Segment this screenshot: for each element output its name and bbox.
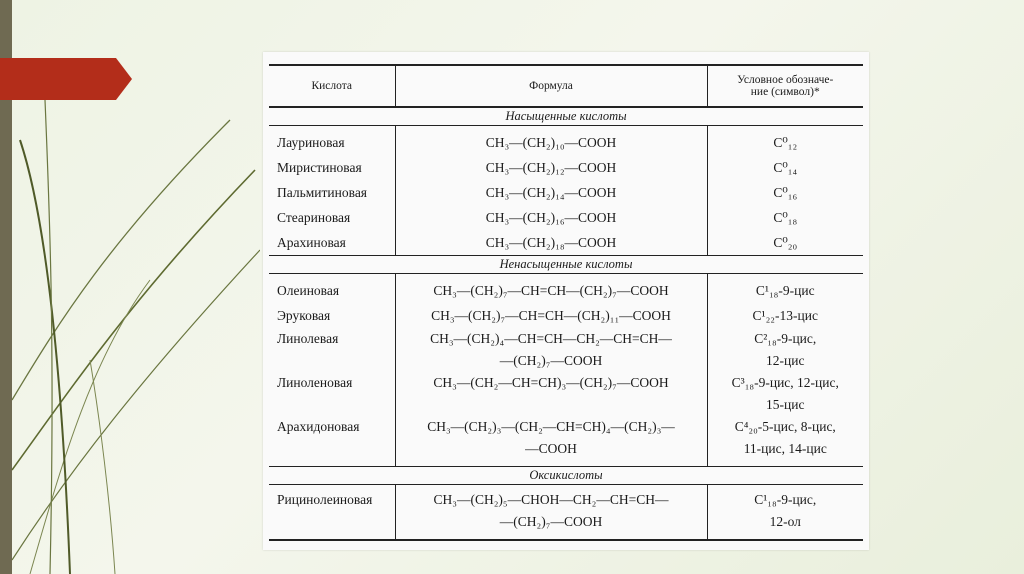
acid-symbol: C¹₂₂-13-цис (752, 308, 818, 323)
acid-symbol: C⁰₁₄ (773, 160, 798, 175)
table-row (269, 485, 863, 541)
acid-name: Арахиновая (269, 230, 395, 256)
acid-name: Миристиновая (269, 155, 395, 180)
acid-symbol (707, 328, 863, 372)
acid-symbol: C⁰₁₂ (773, 135, 798, 150)
section-header (269, 256, 863, 274)
symbol-line: C²₁₈-9-цис, (754, 331, 817, 346)
section-header (269, 107, 863, 126)
formula-line: CH₃—(CH₂—CH=CH)₃—(CH₂)₇—COOH (433, 375, 669, 390)
section-header (269, 467, 863, 485)
acid-formula: CH₃—(CH₂)₁₈—COOH (395, 230, 707, 256)
formula-line: CH₃—(CH₂)₄—CH=CH—CH₂—CH=CH— (430, 331, 672, 346)
symbol-line: C³₁₈-9-цис, 12-цис, (731, 375, 839, 390)
acid-name: Рицинолеиновая (269, 485, 395, 541)
acid-formula (395, 328, 707, 372)
table-row (269, 274, 863, 304)
header-symbol-line2: ние (символ)* (750, 86, 820, 98)
acid-name: Стеариновая (269, 205, 395, 230)
table-row (269, 372, 863, 416)
formula-line: —(CH₂)₇—COOH (499, 514, 603, 529)
table-row (269, 180, 863, 205)
acid-formula: CH₃—(CH₂)₁₆—COOH (395, 205, 707, 230)
acid-name: Олеиновая (269, 274, 395, 304)
formula-line: CH₃—(CH₂)₃—(CH₂—CH=CH)₄—(CH₂)₃— (427, 419, 675, 434)
acid-formula: CH₃—(CH₂)₁₄—COOH (395, 180, 707, 205)
acid-name: Арахидоновая (269, 416, 395, 467)
acid-formula (395, 416, 707, 467)
acid-name: Линолевая (269, 328, 395, 372)
formula-line: CH₃—(CH₂)₅—CHOH—CH₂—CH=CH— (433, 492, 669, 507)
symbol-line: 12-цис (766, 353, 805, 368)
symbol-line: 11-цис, 14-цис (743, 441, 827, 456)
header-acid: Кислота (269, 65, 395, 107)
acid-symbol: C⁰₁₈ (773, 210, 798, 225)
formula-line: —COOH (525, 441, 577, 456)
acid-symbol (707, 416, 863, 467)
acid-formula: CH₃—(CH₂)₇—CH=CH—(CH₂)₇—COOH (395, 274, 707, 304)
acid-formula: CH₃—(CH₂)₇—CH=CH—(CH₂)₁₁—COOH (395, 303, 707, 328)
section-title-unsaturated: Ненасыщенные кислоты (269, 256, 863, 274)
formula-line: —(CH₂)₇—COOH (499, 353, 603, 368)
acid-name: Пальмитиновая (269, 180, 395, 205)
header-row (269, 65, 863, 107)
table-row (269, 205, 863, 230)
header-formula: Формула (395, 65, 707, 107)
header-symbol (707, 65, 863, 107)
symbol-line: C⁴₂₀-5-цис, 8-цис, (734, 419, 836, 434)
acid-formula (395, 372, 707, 416)
symbol-line: 12-ол (769, 514, 801, 529)
table-row (269, 230, 863, 256)
acid-symbol: C¹₁₈-9-цис (755, 283, 815, 298)
acid-symbol (707, 485, 863, 541)
acid-name: Лауриновая (269, 126, 395, 156)
acid-name: Линоленовая (269, 372, 395, 416)
fatty-acids-table-image (263, 52, 869, 550)
section-title-hydroxy: Оксикислоты (269, 467, 863, 485)
acid-symbol (707, 372, 863, 416)
acid-formula: CH₃—(CH₂)₁₂—COOH (395, 155, 707, 180)
acid-symbol: C⁰₁₆ (773, 185, 798, 200)
accent-arrow-tab (0, 58, 132, 100)
section-title-saturated: Насыщенные кислоты (269, 107, 863, 126)
table-row (269, 126, 863, 156)
table-row (269, 416, 863, 467)
table-row (269, 303, 863, 328)
header-symbol-line1: Условное обозначе- (737, 74, 834, 86)
fatty-acids-table (269, 64, 863, 541)
table-row (269, 328, 863, 372)
acid-formula (395, 485, 707, 541)
symbol-line: C¹₁₈-9-цис, (754, 492, 817, 507)
acid-formula: CH₃—(CH₂)₁₀—COOH (395, 126, 707, 156)
acid-name: Эруковая (269, 303, 395, 328)
acid-symbol: C⁰₂₀ (773, 235, 798, 250)
table-row (269, 155, 863, 180)
symbol-line: 15-цис (766, 397, 805, 412)
